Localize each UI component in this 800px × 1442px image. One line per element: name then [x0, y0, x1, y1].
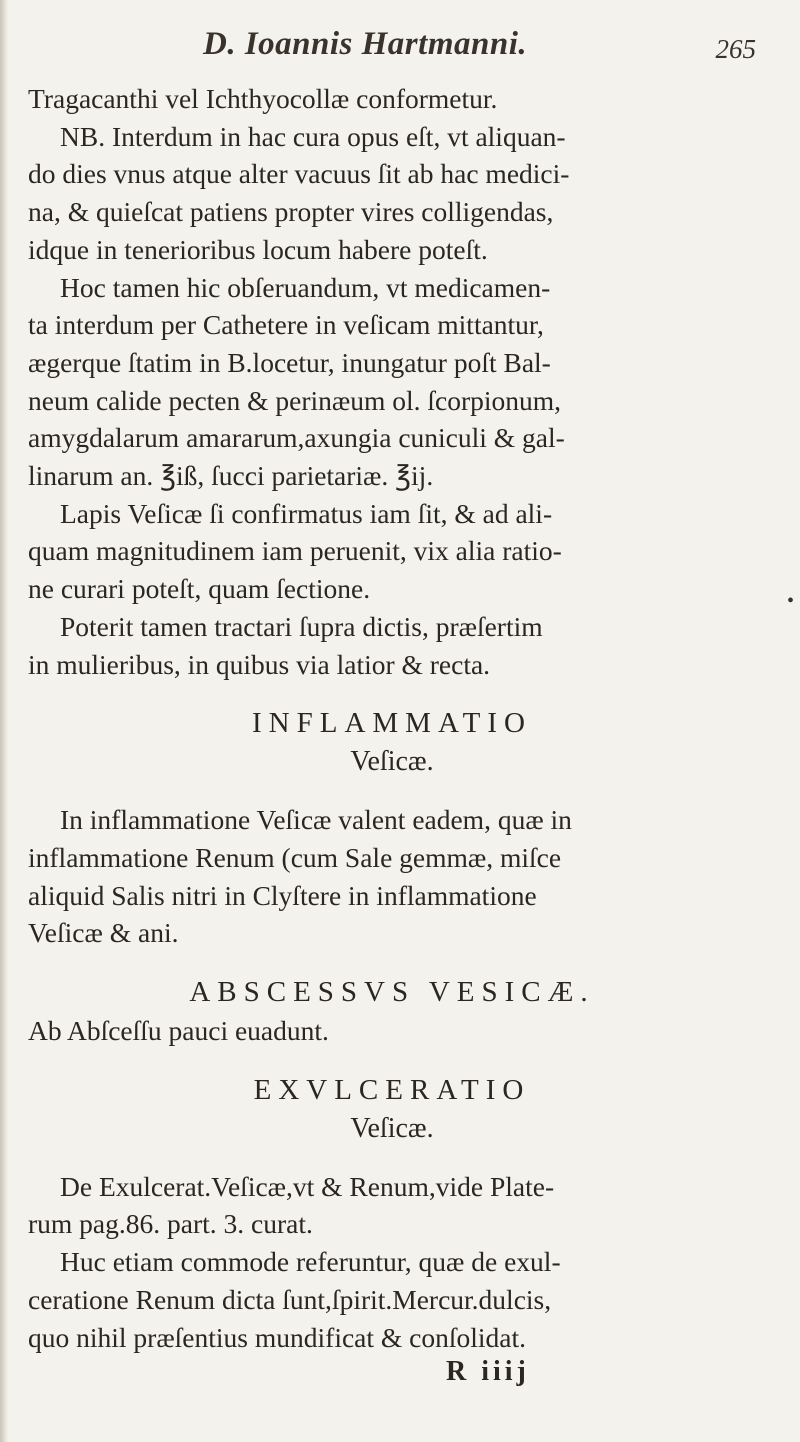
running-head: D. Ioannis Hartmanni.: [203, 26, 528, 62]
spacer: [28, 683, 756, 703]
section-subheading: Veſicæ.: [350, 746, 434, 778]
text-line: De Exulcerat.Veſicæ,vt & Renum,vide Plate-: [60, 1170, 555, 1202]
page-header: [28, 24, 756, 80]
margin-bullet-icon: •: [786, 590, 794, 612]
paragraph: [28, 801, 756, 952]
text-line: Lapis Veſicæ ſi confirmatus iam ſit, & ad ali-: [60, 497, 553, 529]
signature-mark-row: [28, 1356, 756, 1396]
text-line: Hoc tamen hic obſeruandum, vt medicamen-: [60, 271, 551, 303]
text-line: quo nihil præſentius mundificat & conſolidat.: [28, 1321, 526, 1353]
paragraph: [28, 1168, 756, 1243]
text-line: In inflammatione Veſicæ valent eadem, quæ in: [60, 804, 572, 836]
text-line: ne curari poteſt, quam ſectione.: [28, 573, 371, 605]
paragraph: [28, 269, 756, 495]
section-heading: INFLAMMATIO: [252, 707, 532, 740]
text-line: neum calide pecten & perinæum ol. ſcorpionum,: [28, 384, 562, 416]
spacer: [28, 781, 756, 801]
text-line: Veſicæ & ani.: [28, 917, 179, 949]
text-line: ceratione Renum dicta ſunt,ſpirit.Mercur.dulcis,: [28, 1283, 552, 1315]
text-line: rum pag.86. part. 3. curat.: [28, 1208, 313, 1240]
text-line: inflammatione Renum (cum Sale gemmæ, miſce: [28, 841, 562, 873]
section-subheading: Veſicæ.: [350, 1112, 434, 1144]
text-line: na, & quieſcat patiens propter vires colligendas,: [28, 196, 554, 228]
text-line: NB. Interdum in hac cura opus eſt, vt aliquan-: [60, 120, 566, 152]
spacer: [28, 952, 756, 972]
plain-line: Ab Abſceſſu pauci euadunt.: [28, 1015, 329, 1047]
page-number: 265: [715, 34, 756, 64]
text-line: in mulieribus, in quibus via latior & recta.: [28, 648, 491, 680]
text-line: Poterit tamen tractari ſupra dictis, præſertim: [60, 610, 543, 642]
paragraph: [28, 608, 756, 683]
text-line: aliquid Salis nitri in Clyſtere in inflammatione: [28, 879, 537, 911]
text-line: ta interdum per Cathetere in veſicam mittantur,: [28, 309, 544, 341]
paragraph: [28, 118, 756, 269]
spacer: [28, 1050, 756, 1070]
text-line: linarum an. ℥iß, ſucci parietariæ. ℥ij.: [28, 460, 434, 492]
text-line: quam magnitudinem iam peruenit, vix alia ratio-: [28, 535, 562, 567]
signature-mark: R iiij: [446, 1356, 530, 1388]
spacer: [28, 1148, 756, 1168]
text-line: idque in tenerioribus locum habere poteſt.: [28, 233, 488, 265]
paragraph: [28, 1243, 756, 1356]
paragraph: [28, 80, 756, 118]
text-line: Tragacanthi vel Ichthyocollæ conformetur.: [28, 83, 498, 114]
paragraph: [28, 495, 756, 608]
text-line: do dies vnus atque alter vacuus ſit ab hac medici-: [28, 158, 570, 190]
text-line: amygdalarum amararum,axungia cuniculi & gal-: [28, 422, 565, 454]
section-heading: EXVLCERATIO: [253, 1073, 531, 1106]
section-heading: ABSCESSVS VESICÆ.: [189, 976, 595, 1009]
text-line: ægerque ſtatim in B.locetur, inungatur poſt Bal-: [28, 346, 551, 378]
text-line: Huc etiam commode referuntur, quæ de exul-: [60, 1246, 561, 1278]
body-text: [28, 80, 756, 1356]
